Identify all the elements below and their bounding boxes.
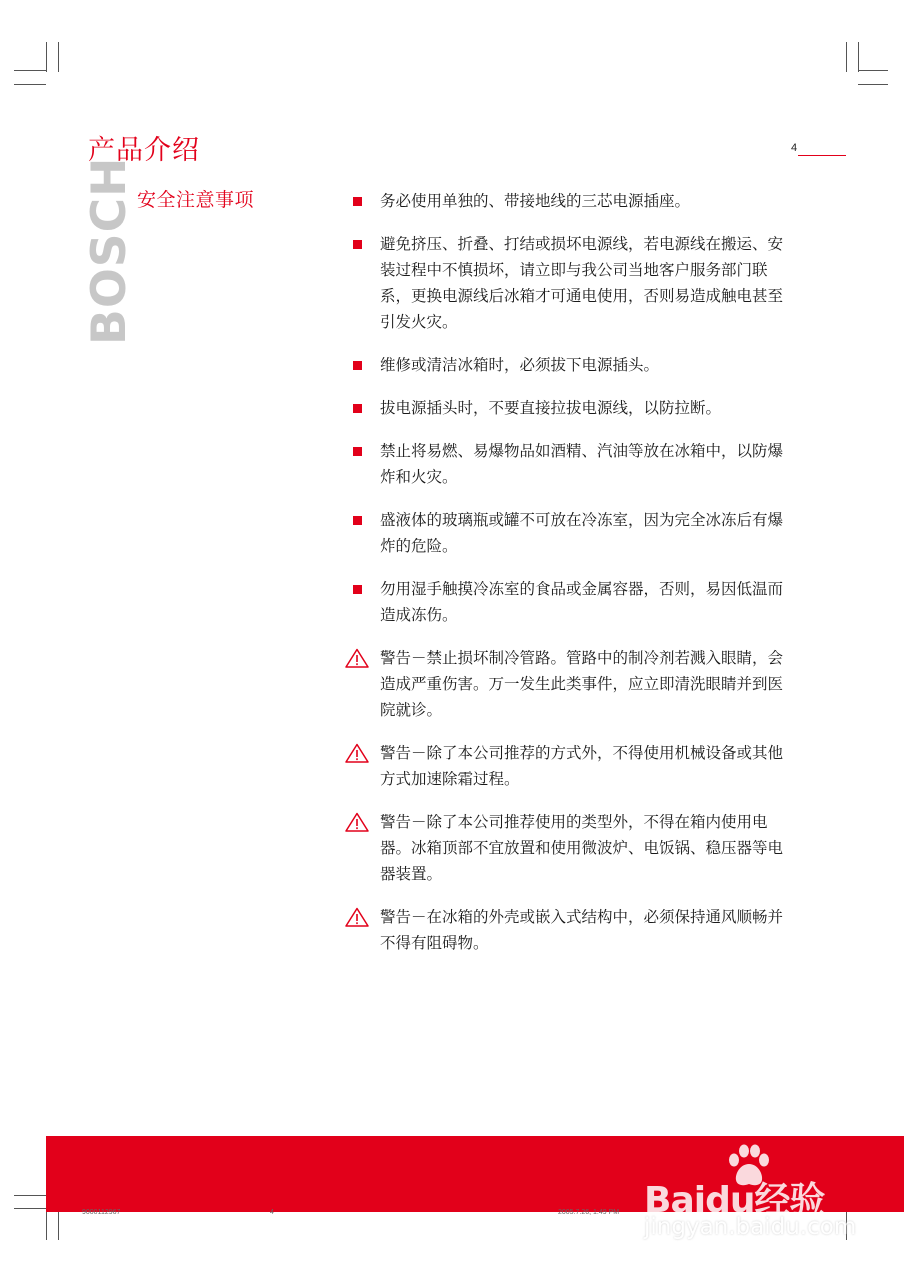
item-text: 避免挤压、折叠、打结或损坏电源线，若电源线在搬运、安装过程中不慎损坏，请立即与我公司当地客户服务部门联系，更换电源线后冰箱才可通电使用，否则易造成触电甚至引发火灾。 bbox=[380, 235, 784, 331]
page-title: 产品介绍 bbox=[88, 135, 200, 166]
footer-doc-code: 9000112967 bbox=[82, 1209, 121, 1216]
list-item bbox=[345, 395, 785, 421]
warning-triangle-icon bbox=[345, 907, 369, 927]
item-text: 拔电源插头时，不要直接拉拔电源线，以防拉断。 bbox=[380, 399, 722, 417]
item-text: 警告－除了本公司推荐使用的类型外，不得在箱内使用电器。冰箱顶部不宜放置和使用微波炉、电饭锅、稳压器等电器装置。 bbox=[380, 813, 784, 883]
page-number-rule bbox=[798, 155, 846, 156]
square-bullet-icon bbox=[353, 404, 362, 413]
baidu-watermark bbox=[640, 1142, 870, 1242]
square-bullet-icon bbox=[353, 197, 362, 206]
item-text: 禁止将易燃、易爆物品如酒精、汽油等放在冰箱中，以防爆炸和火灾。 bbox=[380, 442, 784, 486]
warning-item bbox=[345, 904, 785, 956]
crop-mark bbox=[14, 70, 46, 71]
square-bullet-icon bbox=[353, 447, 362, 456]
crop-mark bbox=[46, 42, 47, 72]
square-bullet-icon bbox=[353, 361, 362, 370]
warning-item bbox=[345, 645, 785, 723]
watermark-logo-text: Baidu经验 bbox=[644, 1180, 825, 1221]
item-text: 警告－禁止损坏制冷管路。管路中的制冷剂若溅入眼睛，会造成严重伤害。万一发生此类事件，应立即清洗眼睛并到医院就诊。 bbox=[380, 649, 784, 719]
item-text: 警告－除了本公司推荐的方式外，不得使用机械设备或其他方式加速除霜过程。 bbox=[380, 744, 784, 788]
list-item bbox=[345, 188, 785, 214]
crop-mark bbox=[46, 1212, 47, 1240]
item-text: 勿用湿手触摸冷冻室的食品或金属容器，否则，易因低温而造成冻伤。 bbox=[380, 580, 784, 624]
warning-triangle-icon bbox=[345, 743, 369, 763]
section-heading: 安全注意事项 bbox=[137, 189, 255, 211]
list-item bbox=[345, 576, 785, 628]
crop-mark bbox=[846, 42, 847, 72]
list-item bbox=[345, 438, 785, 490]
list-item bbox=[345, 231, 785, 335]
footer-page: 4 bbox=[270, 1209, 274, 1216]
item-text: 务必使用单独的、带接地线的三芯电源插座。 bbox=[380, 192, 691, 210]
item-text: 维修或清洁冰箱时，必须拔下电源插头。 bbox=[380, 356, 660, 374]
crop-mark bbox=[858, 84, 888, 85]
watermark-url: jingyan.baidu.com bbox=[644, 1214, 857, 1240]
warning-item bbox=[345, 809, 785, 887]
crop-mark bbox=[858, 42, 859, 72]
crop-mark bbox=[14, 84, 46, 85]
crop-mark bbox=[14, 1208, 46, 1209]
warning-triangle-icon bbox=[345, 648, 369, 668]
list-item bbox=[345, 352, 785, 378]
crop-mark bbox=[58, 1212, 59, 1240]
warning-item bbox=[345, 740, 785, 792]
list-item bbox=[345, 507, 785, 559]
brand-logo-text: BOSCH bbox=[82, 156, 137, 345]
square-bullet-icon bbox=[353, 516, 362, 525]
crop-mark bbox=[58, 42, 59, 72]
item-text: 警告－在冰箱的外壳或嵌入式结构中，必须保持通风顺畅并不得有阻碍物。 bbox=[380, 908, 784, 952]
safety-list bbox=[345, 188, 785, 973]
footer-timestamp: 2005.7.26, 1:49 PM bbox=[558, 1209, 620, 1216]
warning-triangle-icon bbox=[345, 812, 369, 832]
crop-mark bbox=[858, 70, 888, 71]
square-bullet-icon bbox=[353, 585, 362, 594]
item-text: 盛液体的玻璃瓶或罐不可放在冷冻室，因为完全冰冻后有爆炸的危险。 bbox=[380, 511, 784, 555]
page-number: 4 bbox=[791, 142, 798, 154]
square-bullet-icon bbox=[353, 240, 362, 249]
crop-mark bbox=[14, 1195, 46, 1196]
